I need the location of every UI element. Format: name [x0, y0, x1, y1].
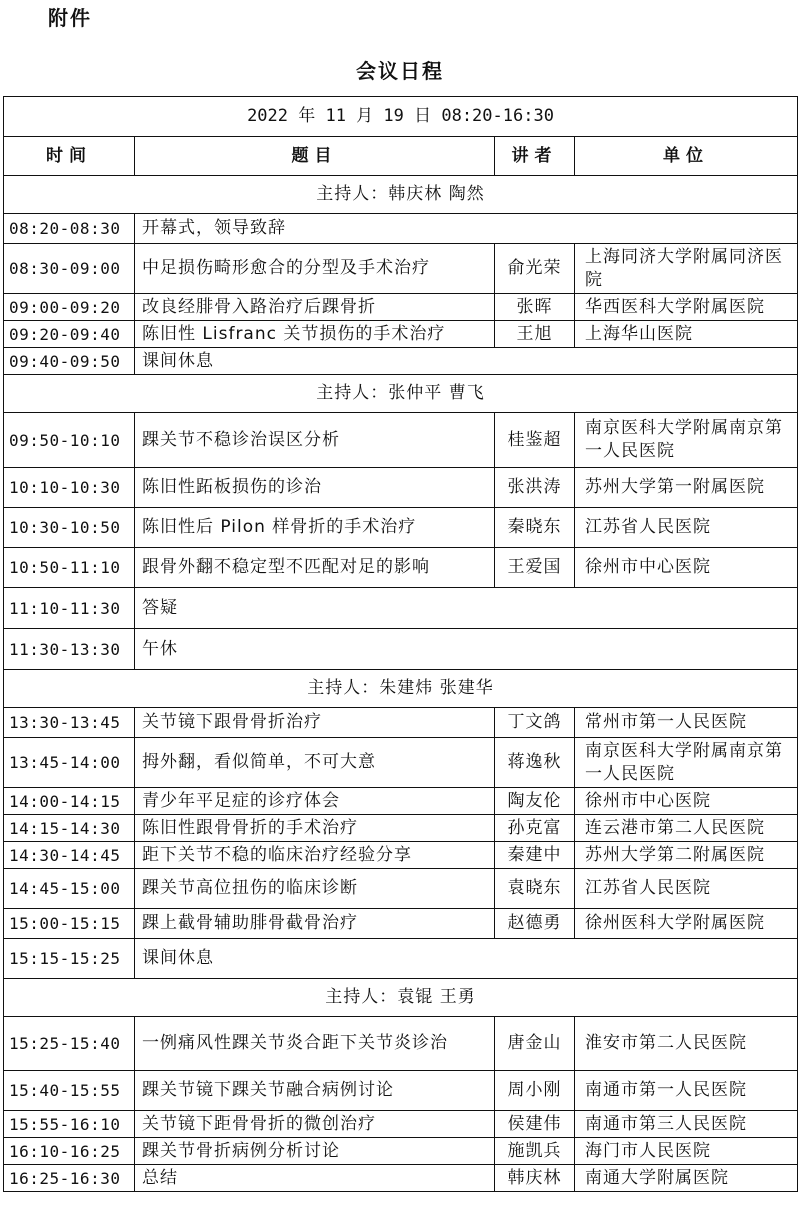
- date-line: 2022 年 11 月 19 日 08:20-16:30: [4, 97, 798, 137]
- session-topic: 陈旧性跖板损伤的诊治: [135, 468, 495, 508]
- session-speaker: 陶友伦: [495, 788, 575, 815]
- session-unit: 徐州医科大学附属医院: [575, 909, 798, 939]
- session-row: [4, 348, 798, 375]
- session-unit: 上海华山医院: [575, 321, 798, 348]
- date-row: [4, 97, 798, 137]
- session-speaker: 秦建中: [495, 842, 575, 869]
- session-time: 14:45-15:00: [4, 869, 135, 909]
- session-row: [4, 294, 798, 321]
- session-time: 14:00-14:15: [4, 788, 135, 815]
- session-time: 09:20-09:40: [4, 321, 135, 348]
- session-row: [4, 738, 798, 788]
- session-row: [4, 842, 798, 869]
- session-unit: 南京医科大学附属南京第一人民医院: [575, 413, 798, 468]
- session-row: [4, 1071, 798, 1111]
- session-row: [4, 909, 798, 939]
- host-row: [4, 375, 798, 413]
- schedule-table: [3, 96, 798, 1192]
- session-speaker: 孙克富: [495, 815, 575, 842]
- session-row: [4, 214, 798, 244]
- session-time: 09:00-09:20: [4, 294, 135, 321]
- session-unit: 常州市第一人民医院: [575, 708, 798, 738]
- session-time: 13:45-14:00: [4, 738, 135, 788]
- session-row: [4, 708, 798, 738]
- session-time: 16:10-16:25: [4, 1138, 135, 1165]
- session-unit: 徐州市中心医院: [575, 548, 798, 588]
- session-row: [4, 1165, 798, 1192]
- session-row: [4, 629, 798, 670]
- session-time: 09:40-09:50: [4, 348, 135, 375]
- session-unit: 江苏省人民医院: [575, 508, 798, 548]
- session-topic: 跟骨外翻不稳定型不匹配对足的影响: [135, 548, 495, 588]
- session-unit: 南通市第一人民医院: [575, 1071, 798, 1111]
- header-time: 时间: [4, 137, 135, 176]
- session-unit: 苏州大学第一附属医院: [575, 468, 798, 508]
- session-topic: 课间休息: [135, 348, 798, 375]
- session-speaker: 唐金山: [495, 1017, 575, 1071]
- session-row: [4, 244, 798, 294]
- session-speaker: 蒋逸秋: [495, 738, 575, 788]
- session-row: [4, 939, 798, 979]
- session-row: [4, 788, 798, 815]
- session-speaker: 丁文鸽: [495, 708, 575, 738]
- session-topic: 课间休息: [135, 939, 798, 979]
- session-time: 13:30-13:45: [4, 708, 135, 738]
- session-row: [4, 1138, 798, 1165]
- session-speaker: 桂鉴超: [495, 413, 575, 468]
- host-row: [4, 979, 798, 1017]
- header-topic: 题目: [135, 137, 495, 176]
- session-topic: 踝关节骨折病例分析讨论: [135, 1138, 495, 1165]
- session-time: 11:10-11:30: [4, 588, 135, 629]
- session-time: 08:20-08:30: [4, 214, 135, 244]
- session-row: [4, 1111, 798, 1138]
- session-topic: 开幕式，领导致辞: [135, 214, 798, 244]
- session-topic: 距下关节不稳的临床治疗经验分享: [135, 842, 495, 869]
- header-row: [4, 137, 798, 176]
- session-speaker: 施凯兵: [495, 1138, 575, 1165]
- attachment-label: 附件: [48, 6, 92, 30]
- session-unit: 南通市第三人民医院: [575, 1111, 798, 1138]
- session-topic: 青少年平足症的诊疗体会: [135, 788, 495, 815]
- session-speaker: 赵德勇: [495, 909, 575, 939]
- session-topic: 午休: [135, 629, 798, 670]
- session-speaker: 王爱国: [495, 548, 575, 588]
- session-time: 15:40-15:55: [4, 1071, 135, 1111]
- session-topic: 踝关节高位扭伤的临床诊断: [135, 869, 495, 909]
- session-speaker: 韩庆林: [495, 1165, 575, 1192]
- session-speaker: 周小刚: [495, 1071, 575, 1111]
- session-row: [4, 508, 798, 548]
- session-unit: 华西医科大学附属医院: [575, 294, 798, 321]
- session-topic: 答疑: [135, 588, 798, 629]
- session-time: 14:30-14:45: [4, 842, 135, 869]
- session-topic: 中足损伤畸形愈合的分型及手术治疗: [135, 244, 495, 294]
- session-time: 08:30-09:00: [4, 244, 135, 294]
- host-line: 主持人：张仲平 曹飞: [4, 375, 798, 413]
- session-time: 15:25-15:40: [4, 1017, 135, 1071]
- session-unit: 江苏省人民医院: [575, 869, 798, 909]
- session-unit: 苏州大学第二附属医院: [575, 842, 798, 869]
- session-topic: 踝关节镜下踝关节融合病例讨论: [135, 1071, 495, 1111]
- session-time: 14:15-14:30: [4, 815, 135, 842]
- session-row: [4, 815, 798, 842]
- header-speaker: 讲者: [495, 137, 575, 176]
- session-topic: 关节镜下跟骨骨折治疗: [135, 708, 495, 738]
- session-row: [4, 413, 798, 468]
- session-row: [4, 1017, 798, 1071]
- header-unit: 单位: [575, 137, 798, 176]
- host-row: [4, 670, 798, 708]
- session-time: 15:15-15:25: [4, 939, 135, 979]
- session-unit: 徐州市中心医院: [575, 788, 798, 815]
- session-speaker: 张晖: [495, 294, 575, 321]
- session-topic: 总结: [135, 1165, 495, 1192]
- session-topic: 踝上截骨辅助腓骨截骨治疗: [135, 909, 495, 939]
- host-row: [4, 176, 798, 214]
- session-topic: 关节镜下距骨骨折的微创治疗: [135, 1111, 495, 1138]
- session-time: 15:55-16:10: [4, 1111, 135, 1138]
- session-topic: 改良经腓骨入路治疗后踝骨折: [135, 294, 495, 321]
- session-speaker: 张洪涛: [495, 468, 575, 508]
- session-unit: 连云港市第二人民医院: [575, 815, 798, 842]
- session-unit: 南京医科大学附属南京第一人民医院: [575, 738, 798, 788]
- session-row: [4, 548, 798, 588]
- session-time: 11:30-13:30: [4, 629, 135, 670]
- session-row: [4, 588, 798, 629]
- session-speaker: 袁晓东: [495, 869, 575, 909]
- host-line: 主持人：韩庆林 陶然: [4, 176, 798, 214]
- session-topic: 陈旧性后 Pilon 样骨折的手术治疗: [135, 508, 495, 548]
- session-unit: 上海同济大学附属同济医院: [575, 244, 798, 294]
- host-line: 主持人：袁锟 王勇: [4, 979, 798, 1017]
- session-time: 10:30-10:50: [4, 508, 135, 548]
- page-title: 会议日程: [356, 59, 444, 83]
- session-time: 09:50-10:10: [4, 413, 135, 468]
- session-row: [4, 468, 798, 508]
- session-row: [4, 321, 798, 348]
- session-topic: 拇外翻，看似简单，不可大意: [135, 738, 495, 788]
- session-speaker: 侯建伟: [495, 1111, 575, 1138]
- session-speaker: 王旭: [495, 321, 575, 348]
- session-unit: 南通大学附属医院: [575, 1165, 798, 1192]
- session-time: 15:00-15:15: [4, 909, 135, 939]
- session-time: 10:10-10:30: [4, 468, 135, 508]
- session-time: 16:25-16:30: [4, 1165, 135, 1192]
- session-time: 10:50-11:10: [4, 548, 135, 588]
- session-topic: 陈旧性跟骨骨折的手术治疗: [135, 815, 495, 842]
- session-row: [4, 869, 798, 909]
- host-line: 主持人：朱建炜 张建华: [4, 670, 798, 708]
- session-topic: 陈旧性 Lisfranc 关节损伤的手术治疗: [135, 321, 495, 348]
- session-speaker: 俞光荣: [495, 244, 575, 294]
- session-topic: 踝关节不稳诊治误区分析: [135, 413, 495, 468]
- session-unit: 淮安市第二人民医院: [575, 1017, 798, 1071]
- session-topic: 一例痛风性踝关节炎合距下关节炎诊治: [135, 1017, 495, 1071]
- session-speaker: 秦晓东: [495, 508, 575, 548]
- session-unit: 海门市人民医院: [575, 1138, 798, 1165]
